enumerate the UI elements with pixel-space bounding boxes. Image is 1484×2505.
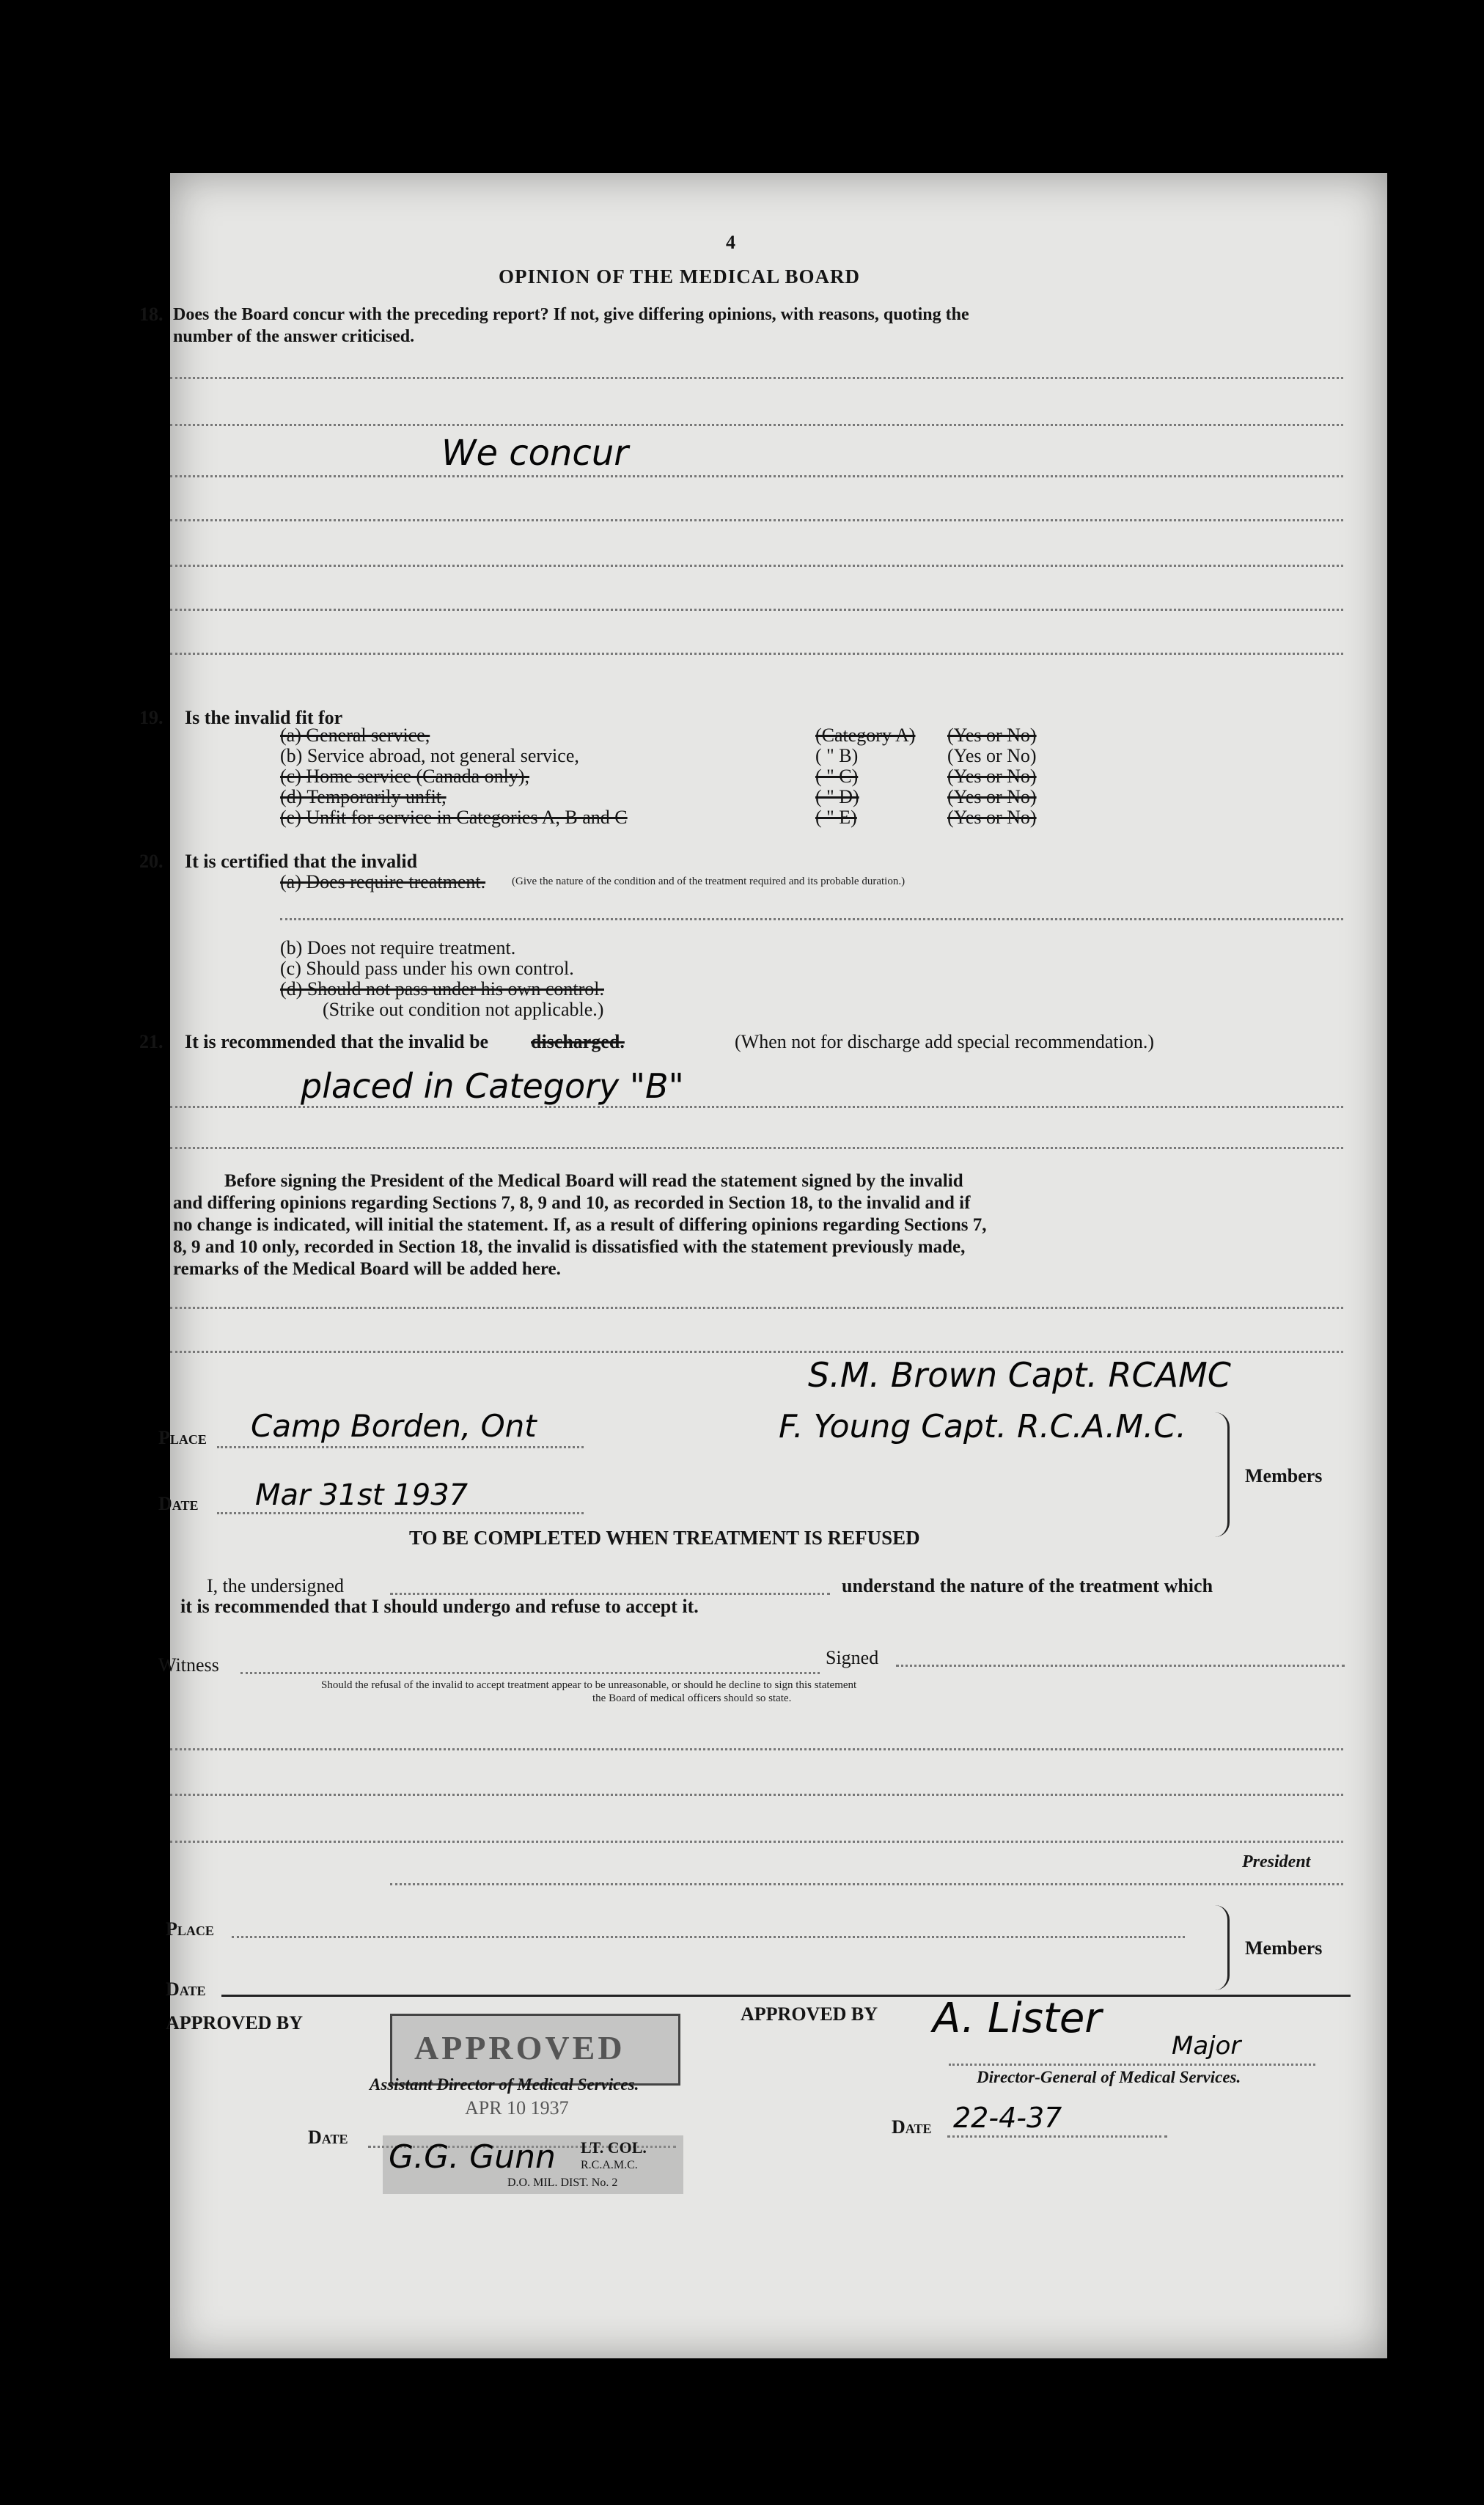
q19-option-d: (d) Temporarily unfit, bbox=[280, 786, 447, 807]
approved-signature-stamp bbox=[383, 2135, 683, 2194]
q21-struck-word: discharged. bbox=[531, 1031, 625, 1052]
approved-left-date-label: Date bbox=[308, 2127, 348, 2148]
refusal-date-line bbox=[221, 1995, 1351, 1997]
q20-number: 20. bbox=[139, 851, 164, 872]
board-members-label: Members bbox=[1245, 1465, 1323, 1486]
q21-label: It is recommended that the invalid be bbox=[185, 1031, 489, 1052]
q20-option-b: (b) Does not require treatment. bbox=[280, 937, 516, 958]
q19-option-d-category: ( " D) bbox=[815, 786, 859, 807]
board-place-label: Place bbox=[158, 1427, 207, 1448]
form-title: OPINION OF THE MEDICAL BOARD bbox=[499, 265, 861, 287]
q19-option-e-yesno: (Yes or No) bbox=[947, 807, 1037, 828]
approved-right-signature: A. Lister bbox=[933, 1995, 1102, 2042]
board-date-line bbox=[217, 1512, 584, 1514]
board-date-value: Mar 31st 1937 bbox=[255, 1478, 469, 1512]
q19-option-e-category: ( " E) bbox=[815, 807, 857, 828]
q21-note: (When not for discharge add special recommendation.) bbox=[735, 1031, 1155, 1052]
refusal-date-label: Date bbox=[166, 1978, 206, 2000]
approved-right-date-value: 22-4-37 bbox=[953, 2102, 1062, 2134]
q18-answer: We concur bbox=[441, 433, 628, 474]
instructions-line: 8, 9 and 10 only, recorded in Section 18, the invalid is dissatisfied with the statement previously made, bbox=[173, 1237, 966, 1257]
board-date-label: Date bbox=[158, 1493, 199, 1514]
q19-option-b-yesno: (Yes or No) bbox=[947, 745, 1037, 766]
board-place-value: Camp Borden, Ont bbox=[251, 1408, 537, 1444]
form-page bbox=[139, 173, 1387, 2358]
remarks-line-2 bbox=[170, 1351, 1343, 1353]
refusal-note-1: Should the refusal of the invalid to accept treatment appear to be unreasonable, or should he decline to sign this statement bbox=[321, 1679, 857, 1691]
q21-line-1 bbox=[170, 1106, 1343, 1108]
q19-option-b: (b) Service abroad, not general service, bbox=[280, 745, 579, 766]
refusal-line1-start: I, the undersigned bbox=[207, 1575, 345, 1596]
approved-left-district: D.O. MIL. DIST. No. 2 bbox=[507, 2176, 618, 2189]
q20-label: It is certified that the invalid bbox=[185, 851, 418, 872]
page-number: 4 bbox=[726, 232, 735, 253]
instructions-line: no change is indicated, will initial the statement. If, as a result of differing opinions regarding Sections 7, bbox=[173, 1215, 987, 1235]
q19-option-d-yesno: (Yes or No) bbox=[947, 786, 1037, 807]
approved-left-signature: G.G. Gunn bbox=[389, 2138, 556, 2176]
refusal-witness-label: Witness bbox=[158, 1654, 219, 1676]
refusal-place-label: Place bbox=[166, 1918, 214, 1940]
q20-line bbox=[280, 918, 1343, 920]
refusal-members-brace bbox=[1211, 1905, 1230, 1990]
approved-left-label: APPROVED BY bbox=[166, 2012, 304, 2033]
q18-question-line1: Does the Board concur with the preceding report? If not, give differing opinions, with reasons, quoting the bbox=[173, 305, 969, 324]
refusal-line-1 bbox=[170, 1748, 1343, 1750]
q20-option-d: (d) Should not pass under his own control. bbox=[280, 978, 604, 1000]
refusal-place-line bbox=[232, 1936, 1185, 1938]
q19-option-b-category: ( " B) bbox=[815, 745, 859, 766]
instructions-paragraph bbox=[173, 1170, 1339, 1280]
approved-right-label: APPROVED BY bbox=[741, 2003, 878, 2025]
q21-number: 21. bbox=[139, 1031, 164, 1052]
instructions-line: remarks of the Medical Board will be added here. bbox=[173, 1259, 561, 1279]
q19-number: 19. bbox=[139, 707, 164, 728]
q19-option-a: (a) General service, bbox=[280, 725, 430, 746]
instructions-line: and differing opinions regarding Sections 7, 8, 9 and 10, as recorded in Section 18, to the invalid and if bbox=[173, 1193, 971, 1213]
q20-strike-note: (Strike out condition not applicable.) bbox=[323, 999, 604, 1020]
q21-line-2 bbox=[170, 1147, 1343, 1149]
approved-right-title: Director-General of Medical Services. bbox=[977, 2068, 1241, 2086]
q18-line-3 bbox=[170, 475, 1343, 477]
q18-line-5 bbox=[170, 565, 1343, 567]
board-members-brace bbox=[1211, 1412, 1230, 1537]
board-signature-1: S.M. Brown Capt. RCAMC bbox=[808, 1355, 1231, 1395]
board-signature-2: F. Young Capt. R.C.A.M.C. bbox=[779, 1408, 1186, 1445]
refusal-president-line bbox=[390, 1883, 1343, 1885]
refusal-line-2 bbox=[170, 1794, 1343, 1796]
approved-right-rank: Major bbox=[1172, 2031, 1241, 2061]
instructions-line: Before signing the President of the Medical Board will read the statement signed by the invalid bbox=[224, 1171, 963, 1191]
approved-left-rank: LT. COL. bbox=[581, 2138, 647, 2157]
q21-answer: placed in Category "B" bbox=[301, 1066, 684, 1106]
refusal-line-3 bbox=[170, 1841, 1343, 1843]
board-place-line bbox=[217, 1446, 584, 1448]
q18-line-7 bbox=[170, 653, 1343, 655]
q19-option-c-yesno: (Yes or No) bbox=[947, 766, 1037, 787]
refusal-title: TO BE COMPLETED WHEN TREATMENT IS REFUSED bbox=[409, 1527, 920, 1549]
q18-line-4 bbox=[170, 519, 1343, 521]
q18-line-1 bbox=[170, 377, 1343, 379]
q19-option-e: (e) Unfit for service in Categories A, B and C bbox=[280, 807, 628, 828]
q20-option-c: (c) Should pass under his own control. bbox=[280, 958, 574, 979]
approved-right-date-label: Date bbox=[892, 2116, 932, 2138]
refusal-line2: it is recommended that I should undergo and refuse to accept it. bbox=[180, 1596, 699, 1617]
remarks-line-1 bbox=[170, 1307, 1343, 1309]
q20-option-a-note: (Give the nature of the condition and of the treatment required and its probable duration.) bbox=[512, 876, 906, 887]
refusal-members-label: Members bbox=[1245, 1937, 1323, 1959]
q18-line-6 bbox=[170, 609, 1343, 611]
refusal-name-line bbox=[390, 1593, 830, 1595]
q20-option-a: (a) Does require treatment. bbox=[280, 871, 486, 892]
refusal-signed-label: Signed bbox=[826, 1647, 879, 1668]
refusal-signed-line bbox=[896, 1665, 1345, 1667]
refusal-note-2: the Board of medical officers should so state. bbox=[592, 1692, 792, 1704]
approved-right-date-line bbox=[947, 2135, 1167, 2138]
approved-stamp-text: APPROVED bbox=[414, 2029, 625, 2066]
approved-left-title: Assistant Director of Medical Services. bbox=[370, 2075, 639, 2094]
approved-right-sign-line bbox=[949, 2064, 1315, 2066]
q19-option-c: (c) Home service (Canada only), bbox=[280, 766, 530, 787]
q19-option-a-yesno: (Yes or No) bbox=[947, 725, 1037, 746]
refusal-witness-line bbox=[240, 1672, 820, 1674]
q18-question-line2: number of the answer criticised. bbox=[173, 327, 415, 346]
refusal-line1-end: understand the nature of the treatment which bbox=[842, 1575, 1213, 1596]
q18-number: 18. bbox=[139, 304, 164, 325]
approved-left-unit: R.C.A.M.C. bbox=[581, 2159, 638, 2171]
approved-left-stamp-date: APR 10 1937 bbox=[465, 2097, 569, 2119]
q19-option-c-category: ( " C) bbox=[815, 766, 859, 787]
q19-option-a-category: (Category A) bbox=[815, 725, 916, 746]
q18-line-2 bbox=[170, 424, 1343, 426]
refusal-president-label: President bbox=[1242, 1852, 1311, 1871]
q19-label: Is the invalid fit for bbox=[185, 707, 343, 728]
